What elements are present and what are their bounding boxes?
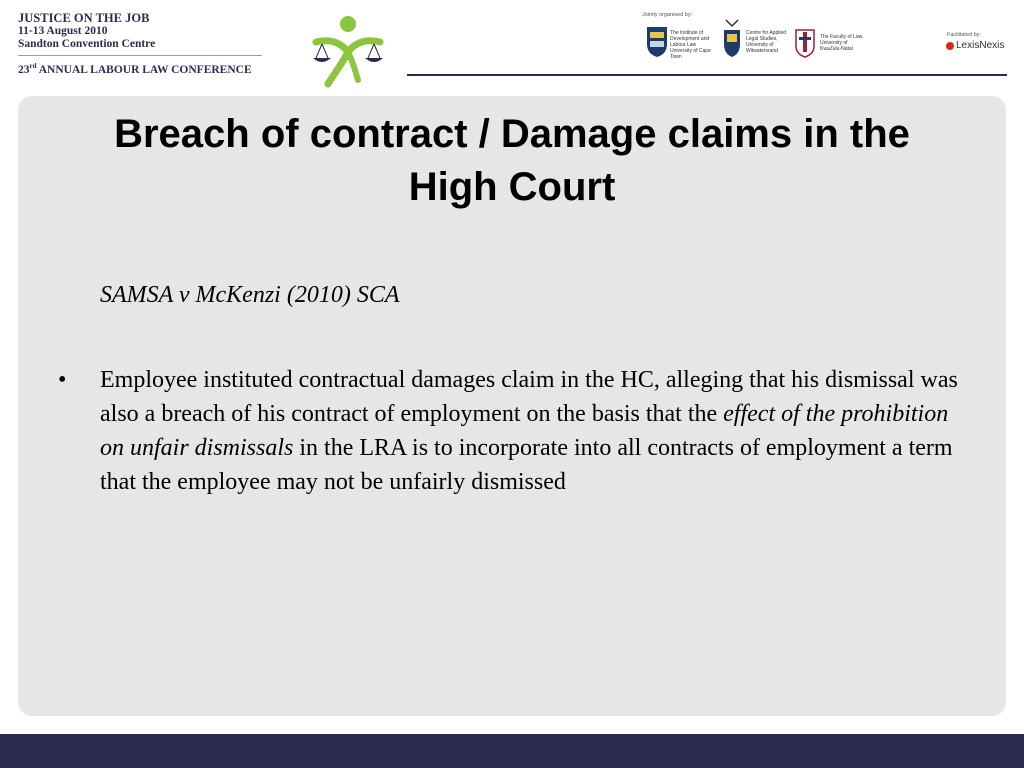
conference-name: JUSTICE ON THE JOB — [18, 11, 150, 25]
bullet-text-emphasis: effect of the prohibition on unfair dismissals — [100, 401, 949, 461]
bullet-text-end: in the LRA is to incorporate into all contracts of employment a term that the employee may not be unfairly dismissed — [100, 435, 953, 495]
conference-block — [18, 12, 262, 77]
jointly-organised-label: Jointly organised by: — [642, 12, 693, 18]
slide-header — [0, 0, 1024, 96]
institution-wits: Centre for Applied Legal Studies, University of Witwatersrand — [746, 30, 787, 54]
lexisnexis-name: LexisNexis — [956, 40, 1005, 51]
lexisnexis-dot-icon — [946, 42, 954, 50]
institution-ukzn: The Faculty of Law, University of KwaZulu-Natal — [820, 34, 864, 52]
justice-scales-logo-icon — [308, 14, 388, 88]
footer-bar — [0, 734, 1024, 768]
edition-suffix: rd — [29, 62, 37, 70]
conference-venue: Sandton Convention Centre — [18, 38, 156, 50]
bullet-text — [100, 363, 970, 499]
ukzn-crest-icon — [794, 26, 816, 58]
edition-number: 23 — [18, 63, 30, 76]
header-rule — [407, 74, 1007, 76]
slide-title: Breach of contract / Damage claims in the High Court — [114, 112, 910, 209]
lexisnexis-logo — [946, 40, 1004, 51]
edition-title: ANNUAL LABOUR LAW CONFERENCE — [36, 63, 252, 76]
bullet-text-start: Employee instituted contractual damages claim in the HC, alleging that his dismissal was also a breach of his contract of employment on the basis that the — [100, 367, 958, 427]
facilitated-by-label: Facilitated by: — [947, 32, 981, 38]
case-citation: SAMSA v McKenzi (2010) SCA — [100, 282, 400, 308]
wits-crest-icon — [722, 16, 742, 58]
conference-dates: 11-13 August 2010 — [18, 25, 108, 37]
conference-edition — [18, 59, 262, 77]
uct-crest-icon — [646, 26, 668, 58]
conference-divider — [18, 55, 262, 56]
institution-uct: The Institute of Development and Labour Law University of Cape Town — [670, 30, 711, 60]
bullet-marker: • — [58, 367, 67, 393]
